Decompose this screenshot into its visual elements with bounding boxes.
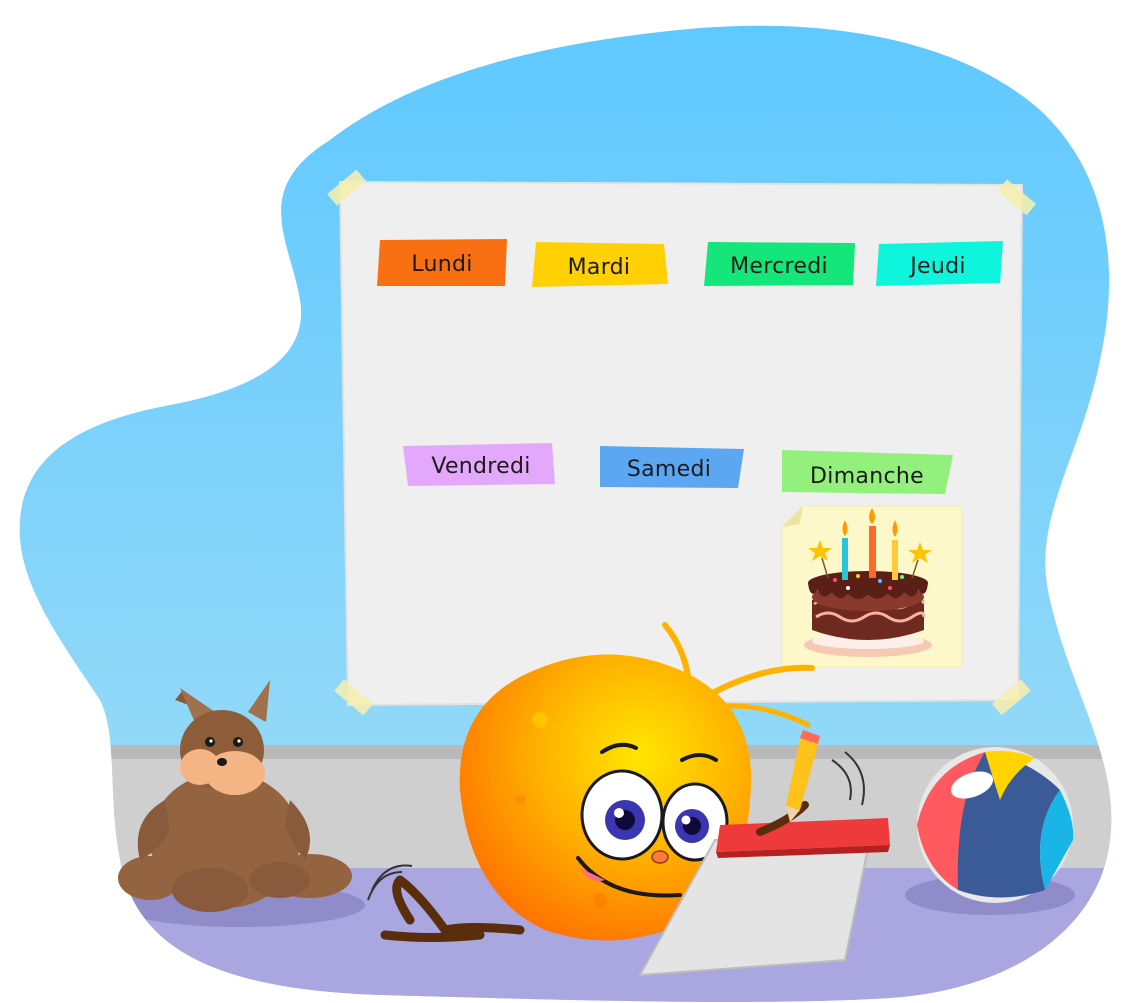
day-label-lundi — [377, 239, 507, 286]
day-label-dimanche — [782, 450, 953, 494]
day-text: Mercredi — [730, 254, 828, 279]
day-text: Lundi — [411, 252, 473, 277]
day-label-mardi — [532, 242, 668, 287]
day-label-mercredi — [704, 242, 855, 286]
day-label-samedi — [600, 446, 744, 488]
day-label-vendredi — [403, 443, 555, 486]
calendar-board — [327, 170, 1036, 716]
sticky-note — [782, 506, 962, 667]
day-text: Mardi — [567, 255, 631, 280]
day-text: Dimanche — [810, 464, 924, 489]
day-text: Samedi — [626, 457, 712, 482]
beach-ball-icon — [917, 747, 1073, 903]
day-text: Jeudi — [910, 254, 966, 279]
day-text: Vendredi — [431, 454, 531, 479]
day-label-jeudi — [876, 241, 1003, 286]
